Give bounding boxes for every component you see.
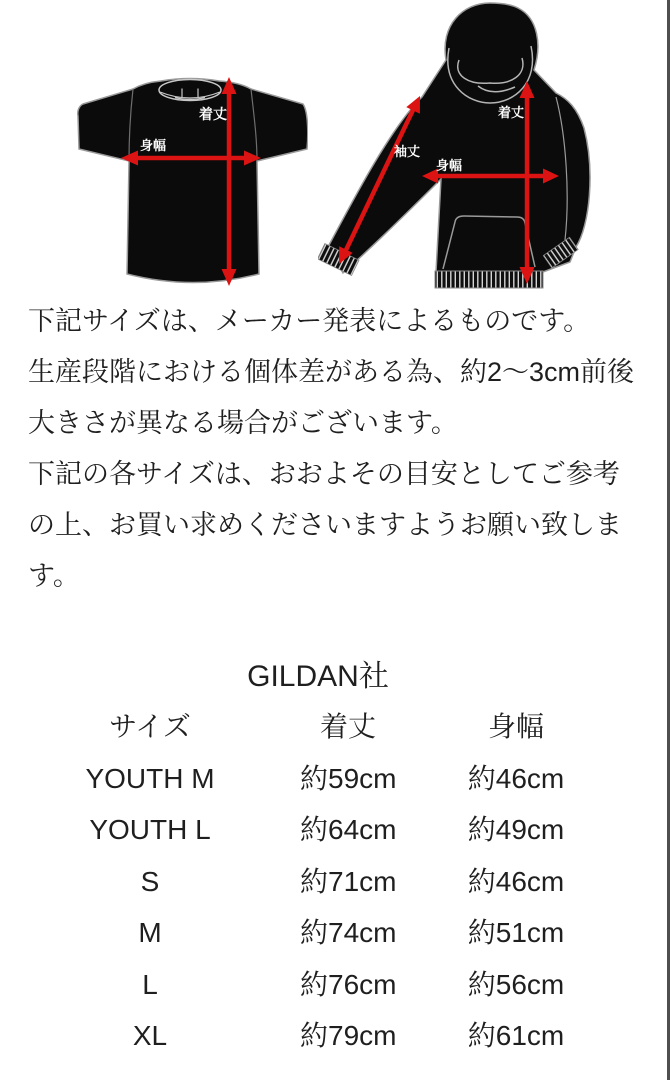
- column-header-width: 身幅: [487, 711, 544, 742]
- column-header-length: 着丈: [319, 711, 376, 742]
- length-cell: 約76cm: [300, 968, 397, 1000]
- size-cell: XL: [132, 1020, 168, 1051]
- size-cell: S: [140, 865, 160, 897]
- width-cell: 約46cm: [467, 762, 565, 794]
- hoodie-silhouette: [328, 3, 590, 273]
- hoodie-sleeve-label: 袖丈: [393, 144, 421, 159]
- tshirt-silhouette: [78, 79, 308, 283]
- tshirt-diagram: [58, 68, 308, 298]
- tshirt-width-label: 身幅: [139, 138, 167, 153]
- length-cell: 約71cm: [300, 865, 397, 897]
- width-cell: 約49cm: [467, 814, 565, 845]
- notice-line: 下記の各サイズは、おおよその目安としてご参考: [28, 459, 620, 489]
- notice-line: 下記サイズは、メーカー発表によるものです。: [28, 306, 591, 336]
- length-cell: 約64cm: [300, 814, 397, 845]
- width-cell: 約46cm: [467, 865, 565, 897]
- length-cell: 約59cm: [300, 762, 397, 794]
- hoodie-length-label: 着丈: [497, 105, 525, 120]
- table-row: [0, 753, 636, 805]
- column-header-size: サイズ: [109, 711, 191, 742]
- table-row: [0, 804, 636, 856]
- size-chart-title: GILDAN社: [247, 660, 389, 693]
- tshirt-collar: [159, 80, 221, 101]
- size-notice: [28, 296, 653, 602]
- table-header-row: [0, 701, 636, 753]
- notice-line: す。: [28, 561, 80, 591]
- width-cell: 約56cm: [467, 968, 565, 1000]
- tshirt-length-label: 着丈: [199, 106, 227, 122]
- length-cell: 約79cm: [300, 1020, 397, 1051]
- size-cell: YOUTH M: [85, 762, 215, 794]
- table-row: [0, 959, 636, 1011]
- notice-line: の上、お買い求めくださいますようお願い致しま: [28, 510, 622, 540]
- size-cell: M: [138, 917, 162, 948]
- hoodie-width-label: 身幅: [435, 158, 463, 173]
- notice-line: 生産段階における個体差がある為、約2〜3cm前後: [28, 357, 635, 387]
- table-row: [0, 907, 636, 959]
- length-cell: 約74cm: [300, 917, 397, 948]
- table-row: [0, 856, 636, 908]
- size-cell: YOUTH L: [89, 814, 211, 845]
- width-cell: 約51cm: [467, 917, 565, 948]
- size-chart-table: [0, 701, 636, 1062]
- size-diagram-section: [0, 0, 667, 300]
- notice-line: 大きさが異なる場合がございます。: [28, 408, 458, 438]
- width-cell: 約61cm: [467, 1020, 565, 1051]
- table-row: [0, 1010, 636, 1062]
- hoodie-diagram: [318, 0, 608, 295]
- size-cell: L: [142, 968, 158, 1000]
